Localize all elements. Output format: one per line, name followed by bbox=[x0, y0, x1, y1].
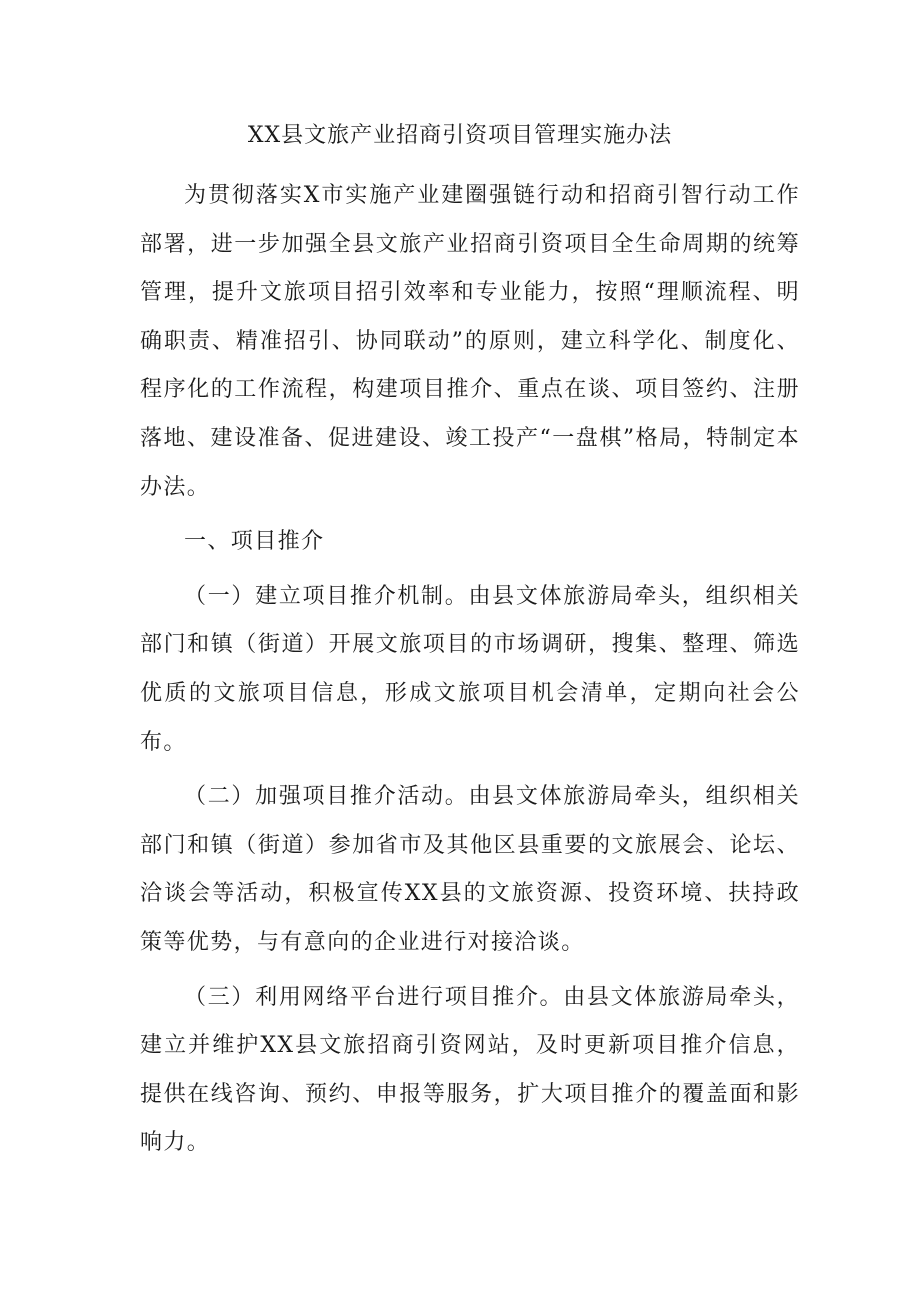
document-body bbox=[140, 172, 800, 1168]
clause-1-paragraph: （一）建立项目推介机制。由县文体旅游局牵头，组织相关部门和镇（街道）开展文旅项目的市场调研，搜集、整理、筛选优质的文旅项目信息，形成文旅项目机会清单，定期向社会公布。 bbox=[140, 583, 800, 755]
preamble-paragraph: 为贯彻落实X市实施产业建圈强链行动和招商引智行动工作部署，进一步加强全县文旅产业招商引资项目全生命周期的统筹管理，提升文旅项目招引效率和专业能力，按照“理顺流程、明确职责、精准招引、协同联动”的原则，建立科学化、制度化、程序化的工作流程，构建项目推介、重点在谈、项目签约、注册落地、建设准备、促进建设、竣工投产“一盘棋”格局，特制定本办法。 bbox=[140, 183, 800, 500]
clause-2-paragraph: （二）加强项目推介活动。由县文体旅游局牵头，组织相关部门和镇（街道）参加省市及其他区县重要的文旅展会、论坛、洽谈会等活动，积极宣传XX县的文旅资源、投资环境、扶持政策等优势，与有意向的企业进行对接洽谈。 bbox=[140, 784, 800, 955]
section-heading-project-promotion: 一、项目推介 bbox=[184, 529, 325, 555]
document-title: XX县文旅产业招商引资项目管理实施办法 bbox=[247, 123, 673, 148]
clause-3-paragraph: （三）利用网络平台进行项目推介。由县文体旅游局牵头，建立并维护XX县文旅招商引资网站，及时更新项目推介信息，提供在线咨询、预约、申报等服务，扩大项目推介的覆盖面和影响力。 bbox=[140, 984, 800, 1156]
